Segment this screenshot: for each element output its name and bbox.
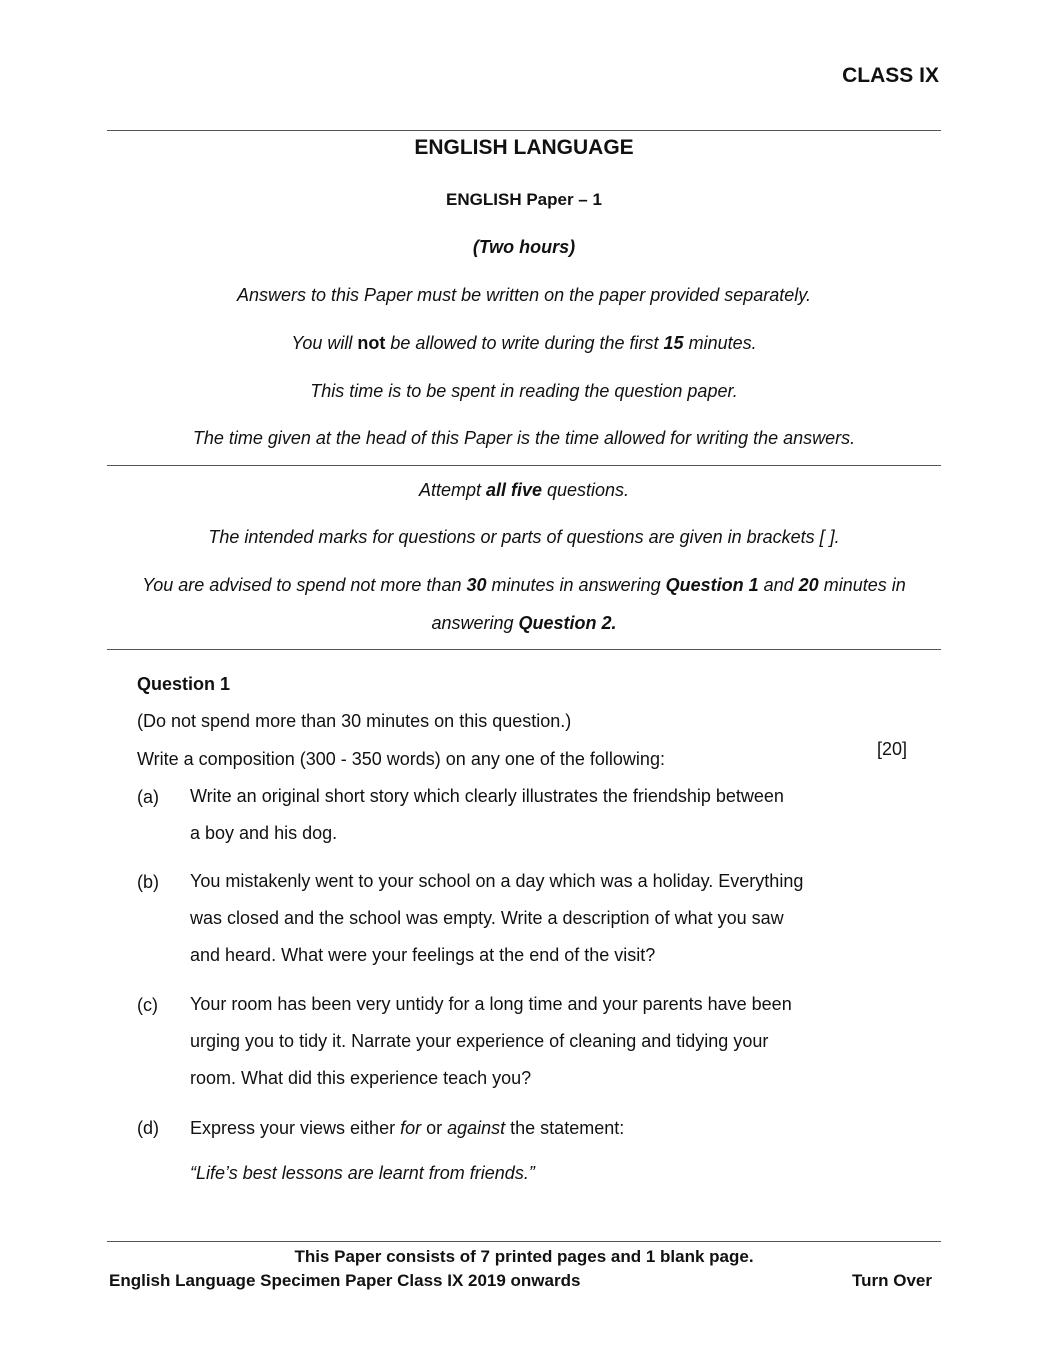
- advice-b1: 30: [466, 575, 487, 595]
- no-write-note: [107, 333, 941, 354]
- top-divider: [107, 130, 941, 131]
- instructions-divider: [107, 465, 941, 466]
- item-b-line-2: was closed and the school was empty. Write a description of what you saw: [190, 908, 784, 928]
- advice-p1: You are advised to spend not more than: [142, 575, 467, 595]
- question-1-marks: [20]: [877, 739, 908, 759]
- item-b-text: [190, 863, 822, 974]
- footer-divider: [107, 1241, 941, 1242]
- item-c-line-1: Your room has been very untidy for a long time and your parents have been: [190, 994, 792, 1014]
- item-c-label: (c): [137, 995, 158, 1015]
- attempt-note: [107, 480, 941, 501]
- advice-p2: minutes in answering: [486, 575, 666, 595]
- no-write-part3: minutes.: [683, 333, 757, 353]
- question-1-time-note: (Do not spend more than 30 minutes on this question.): [137, 711, 572, 731]
- item-d-label: (d): [137, 1118, 159, 1138]
- advice-line-2: [107, 613, 941, 634]
- advice-b3: 20: [798, 575, 819, 595]
- question-1-heading: Question 1: [137, 674, 231, 694]
- item-a-line-1: Write an original short story which clearly illustrates the friendship between: [190, 786, 784, 806]
- item-d-i1: for: [400, 1118, 422, 1138]
- item-b-line-3: and heard. What were your feelings at the end of the visit?: [190, 945, 656, 965]
- attempt-bold: all five: [485, 480, 542, 500]
- item-d-p3: the statement:: [505, 1118, 625, 1138]
- item-a-label: (a): [137, 787, 159, 807]
- time-given-note: The time given at the head of this Paper is the time allowed for writing the answers.: [192, 428, 856, 448]
- no-write-part1: You will: [291, 333, 358, 353]
- advice-divider: [107, 649, 941, 650]
- item-c-text: [190, 986, 822, 1097]
- advice-p4: minutes in: [818, 575, 906, 595]
- advice-line-1: [107, 575, 941, 596]
- attempt-part2: questions.: [542, 480, 630, 500]
- advice-p3: and: [758, 575, 799, 595]
- item-b-line-1: You mistakenly went to your school on a day which was a holiday. Everything: [190, 871, 804, 891]
- pages-note: This Paper consists of 7 printed pages and 1 blank page.: [294, 1247, 754, 1266]
- no-write-part2: be allowed to write during the first: [385, 333, 664, 353]
- item-d-quote: “Life’s best lessons are learnt from friends.”: [190, 1163, 535, 1183]
- item-c-line-3: room. What did this experience teach you?: [190, 1068, 532, 1088]
- answers-note: Answers to this Paper must be written on the paper provided separately.: [237, 285, 811, 305]
- marks-note: The intended marks for questions or parts of questions are given in brackets [ ].: [208, 527, 840, 547]
- reading-time-note: This time is to be spent in reading the question paper.: [310, 381, 738, 401]
- class-label: CLASS IX: [842, 64, 939, 87]
- turn-over-label: Turn Over: [852, 1271, 932, 1290]
- item-b-label: (b): [137, 872, 159, 892]
- question-1-instruction: Write a composition (300 - 350 words) on any one of the following:: [137, 749, 665, 769]
- document-title: ENGLISH LANGUAGE: [414, 136, 634, 159]
- item-a-text: [190, 778, 822, 852]
- duration: (Two hours): [472, 237, 576, 257]
- item-d-text: [190, 1118, 624, 1139]
- specimen-label: English Language Specimen Paper Class IX 2019 onwards: [109, 1271, 581, 1290]
- item-c-line-2: urging you to tidy it. Narrate your experience of cleaning and tidying your: [190, 1031, 769, 1051]
- no-write-bold1: not: [357, 333, 386, 353]
- item-d-p1: Express your views either: [190, 1118, 401, 1138]
- no-write-bold2: 15: [663, 333, 684, 353]
- item-d-p2: or: [421, 1118, 448, 1138]
- advice-p5: answering: [431, 613, 519, 633]
- item-d-i2: against: [447, 1118, 506, 1138]
- advice-b2: Question 1: [665, 575, 759, 595]
- advice-b4: Question 2.: [518, 613, 617, 633]
- attempt-part1: Attempt: [418, 480, 486, 500]
- paper-name: ENGLISH Paper – 1: [446, 190, 602, 209]
- item-a-line-2: a boy and his dog.: [190, 823, 338, 843]
